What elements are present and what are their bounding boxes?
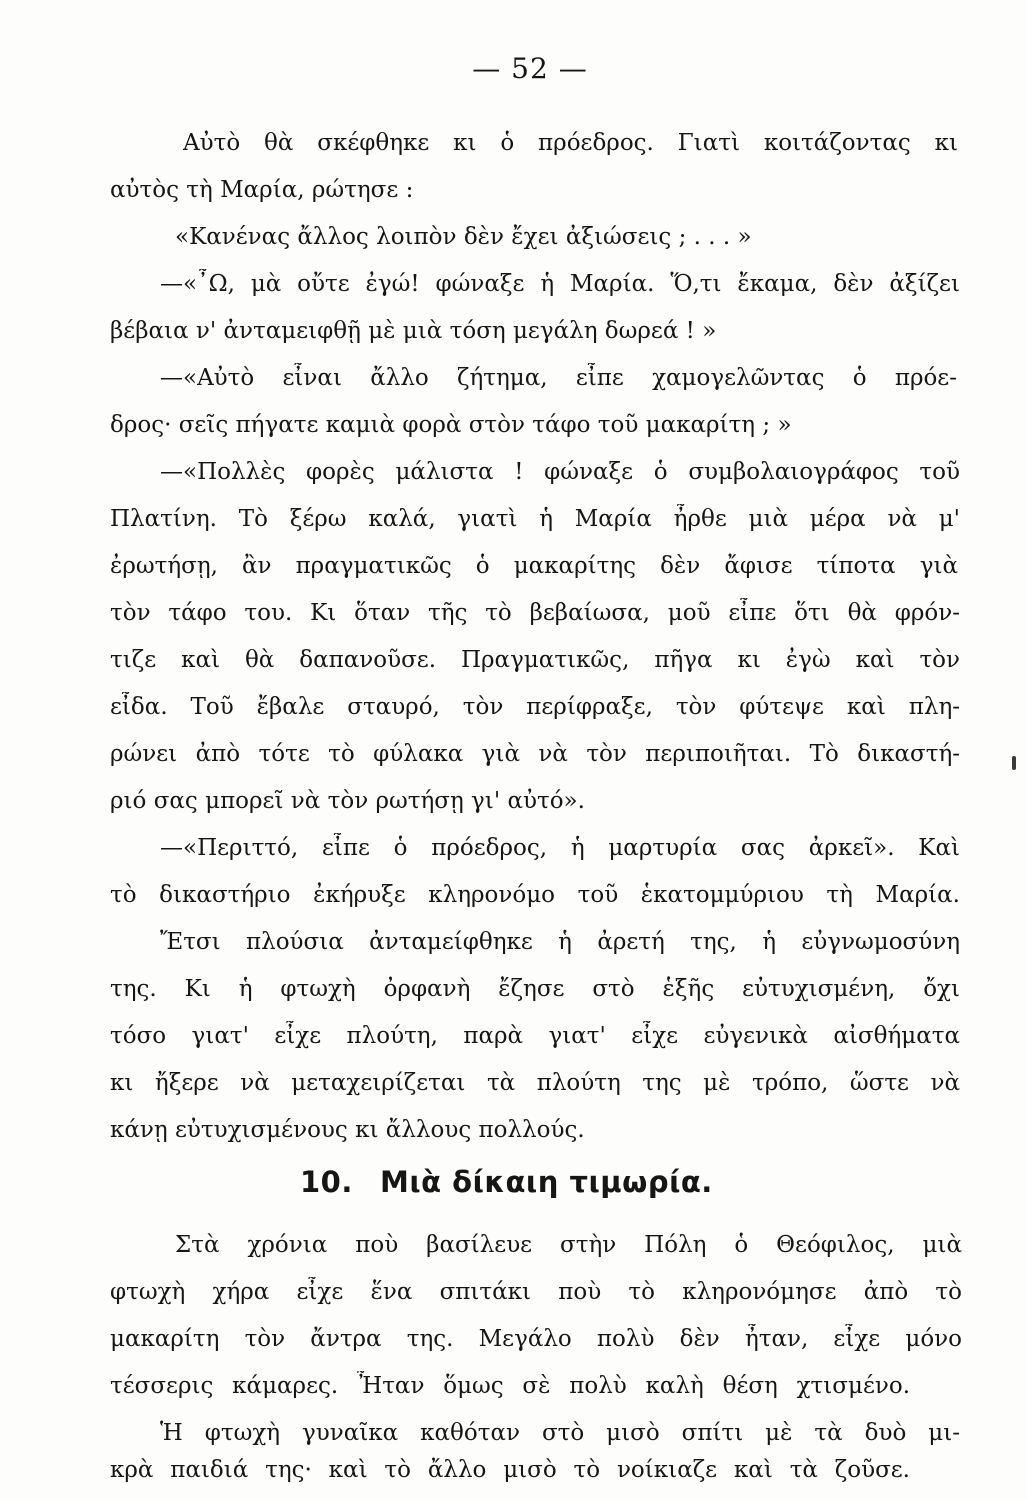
text-line: της. Κι ἡ φτωχὴ ὀρφανὴ ἔζησε στὸ ἑξῆς εὐτυχισμένη, ὄχι xyxy=(110,976,960,1002)
text-line: κάνῃ εὐτυχισμένους κι ἄλλους πολλούς. xyxy=(110,1117,585,1143)
text-line: τιζε καὶ θὰ δαπανοῦσε. Πραγματικῶς, πῆγα κι ἐγὼ καὶ τὸν xyxy=(110,647,960,673)
text-line: τόσο γιατ' εἶχε πλούτη, παρὰ γιατ' εἶχε εὐγενικὰ αἰσθήματα xyxy=(110,1023,960,1049)
text-line: ρώνει ἀπὸ τότε τὸ φύλακα γιὰ νὰ τὸν περιποιῆται. Τὸ δικαστή- xyxy=(110,741,960,767)
chapter-number: 10. xyxy=(300,1165,353,1199)
text-line: φτωχὴ χήρα εἶχε ἕνα σπιτάκι ποὺ τὸ κληρονόμησε ἀπὸ τὸ xyxy=(110,1279,962,1305)
text-line: κρὰ παιδιά της· καὶ τὸ ἄλλο μισὸ τὸ νοίκιαζε καὶ τὰ ζοῦσε. xyxy=(110,1457,910,1483)
text-line: Ἡ φτωχὴ γυναῖκα καθόταν στὸ μισὸ σπίτι μὲ τὰ δυὸ μι- xyxy=(160,1420,960,1446)
chapter-heading xyxy=(300,1165,713,1199)
text-line: —«Αὐτὸ εἶναι ἄλλο ζήτημα, εἶπε χαμογελῶντας ὁ πρόε- xyxy=(160,365,957,391)
text-line: ριό σας μπορεῖ νὰ τὸν ρωτήσῃ γι' αὐτό». xyxy=(110,788,585,814)
text-line: —«Περιττό, εἶπε ὁ πρόεδρος, ἡ μαρτυρία σας ἀρκεῖ». Καὶ xyxy=(160,835,960,861)
chapter-title: Μιὰ δίκαιη τιμωρία. xyxy=(380,1165,713,1199)
text-line: τέσσερις κάμαρες. Ἦταν ὅμως σὲ πολὺ καλὴ θέση χτισμένο. xyxy=(110,1373,910,1399)
text-line: μακαρίτη τὸν ἄντρα της. Μεγάλο πολὺ δὲν ἦταν, εἶχε μόνο xyxy=(110,1326,962,1352)
text-line: —«῏Ω, μὰ οὔτε ἐγώ! φώναξε ἡ Μαρία. Ὅ,τι ἔκαμα, δὲν ἀξίζει xyxy=(160,271,960,297)
text-line: τὸ δικαστήριο ἐκήρυξε κληρονόμο τοῦ ἑκατομμύριου τὴ Μαρία. xyxy=(110,882,960,908)
text-line: δρος· σεῖς πήγατε καμιὰ φορὰ στὸν τάφο τοῦ μακαρίτη ; » xyxy=(110,412,792,438)
text-line: «Κανένας ἄλλος λοιπὸν δὲν ἔχει ἀξιώσεις ; . . . » xyxy=(175,224,752,250)
text-line: αὐτὸς τὴ Μαρία, ρώτησε : xyxy=(110,177,414,203)
text-line: Πλατίνη. Τὸ ξέρω καλά, γιατὶ ἡ Μαρία ἦρθε μιὰ μέρα νὰ μ' xyxy=(110,506,960,532)
text-line: ἐρωτήσῃ, ἂν πραγματικῶς ὁ μακαρίτης δὲν ἄφισε τίποτα γιὰ xyxy=(110,553,958,579)
page-number: — 52 — xyxy=(472,52,588,85)
text-line: βέβαια ν' ἀνταμειφθῇ μὲ μιὰ τόση μεγάλη δωρεά ! » xyxy=(110,318,717,344)
text-line: Ἔτσι πλούσια ἀνταμείφθηκε ἡ ἀρετή της, ἡ εὐγνωμοσύνη xyxy=(160,929,960,955)
text-line: Στὰ χρόνια ποὺ βασίλευε στὴν Πόλη ὁ Θεόφιλος, μιὰ xyxy=(175,1232,962,1258)
text-line: κι ἤξερε νὰ μεταχειρίζεται τὰ πλούτη της μὲ τρόπο, ὥστε νὰ xyxy=(110,1070,960,1096)
text-line: Αὐτὸ θὰ σκέφθηκε κι ὁ πρόεδρος. Γιατὶ κοιτάζοντας κι xyxy=(183,130,958,156)
text-line: τὸν τάφο του. Κι ὅταν τῆς τὸ βεβαίωσα, μοῦ εἶπε ὅτι θὰ φρόν- xyxy=(110,600,960,626)
margin-ink-mark xyxy=(1012,756,1016,770)
text-line: εἶδα. Τοῦ ἔβαλε σταυρό, τὸν περίφραξε, τὸν φύτεψε καὶ πλη- xyxy=(110,694,960,720)
text-line: —«Πολλὲς φορὲς μάλιστα ! φώναξε ὁ συμβολαιογράφος τοῦ xyxy=(160,459,960,485)
